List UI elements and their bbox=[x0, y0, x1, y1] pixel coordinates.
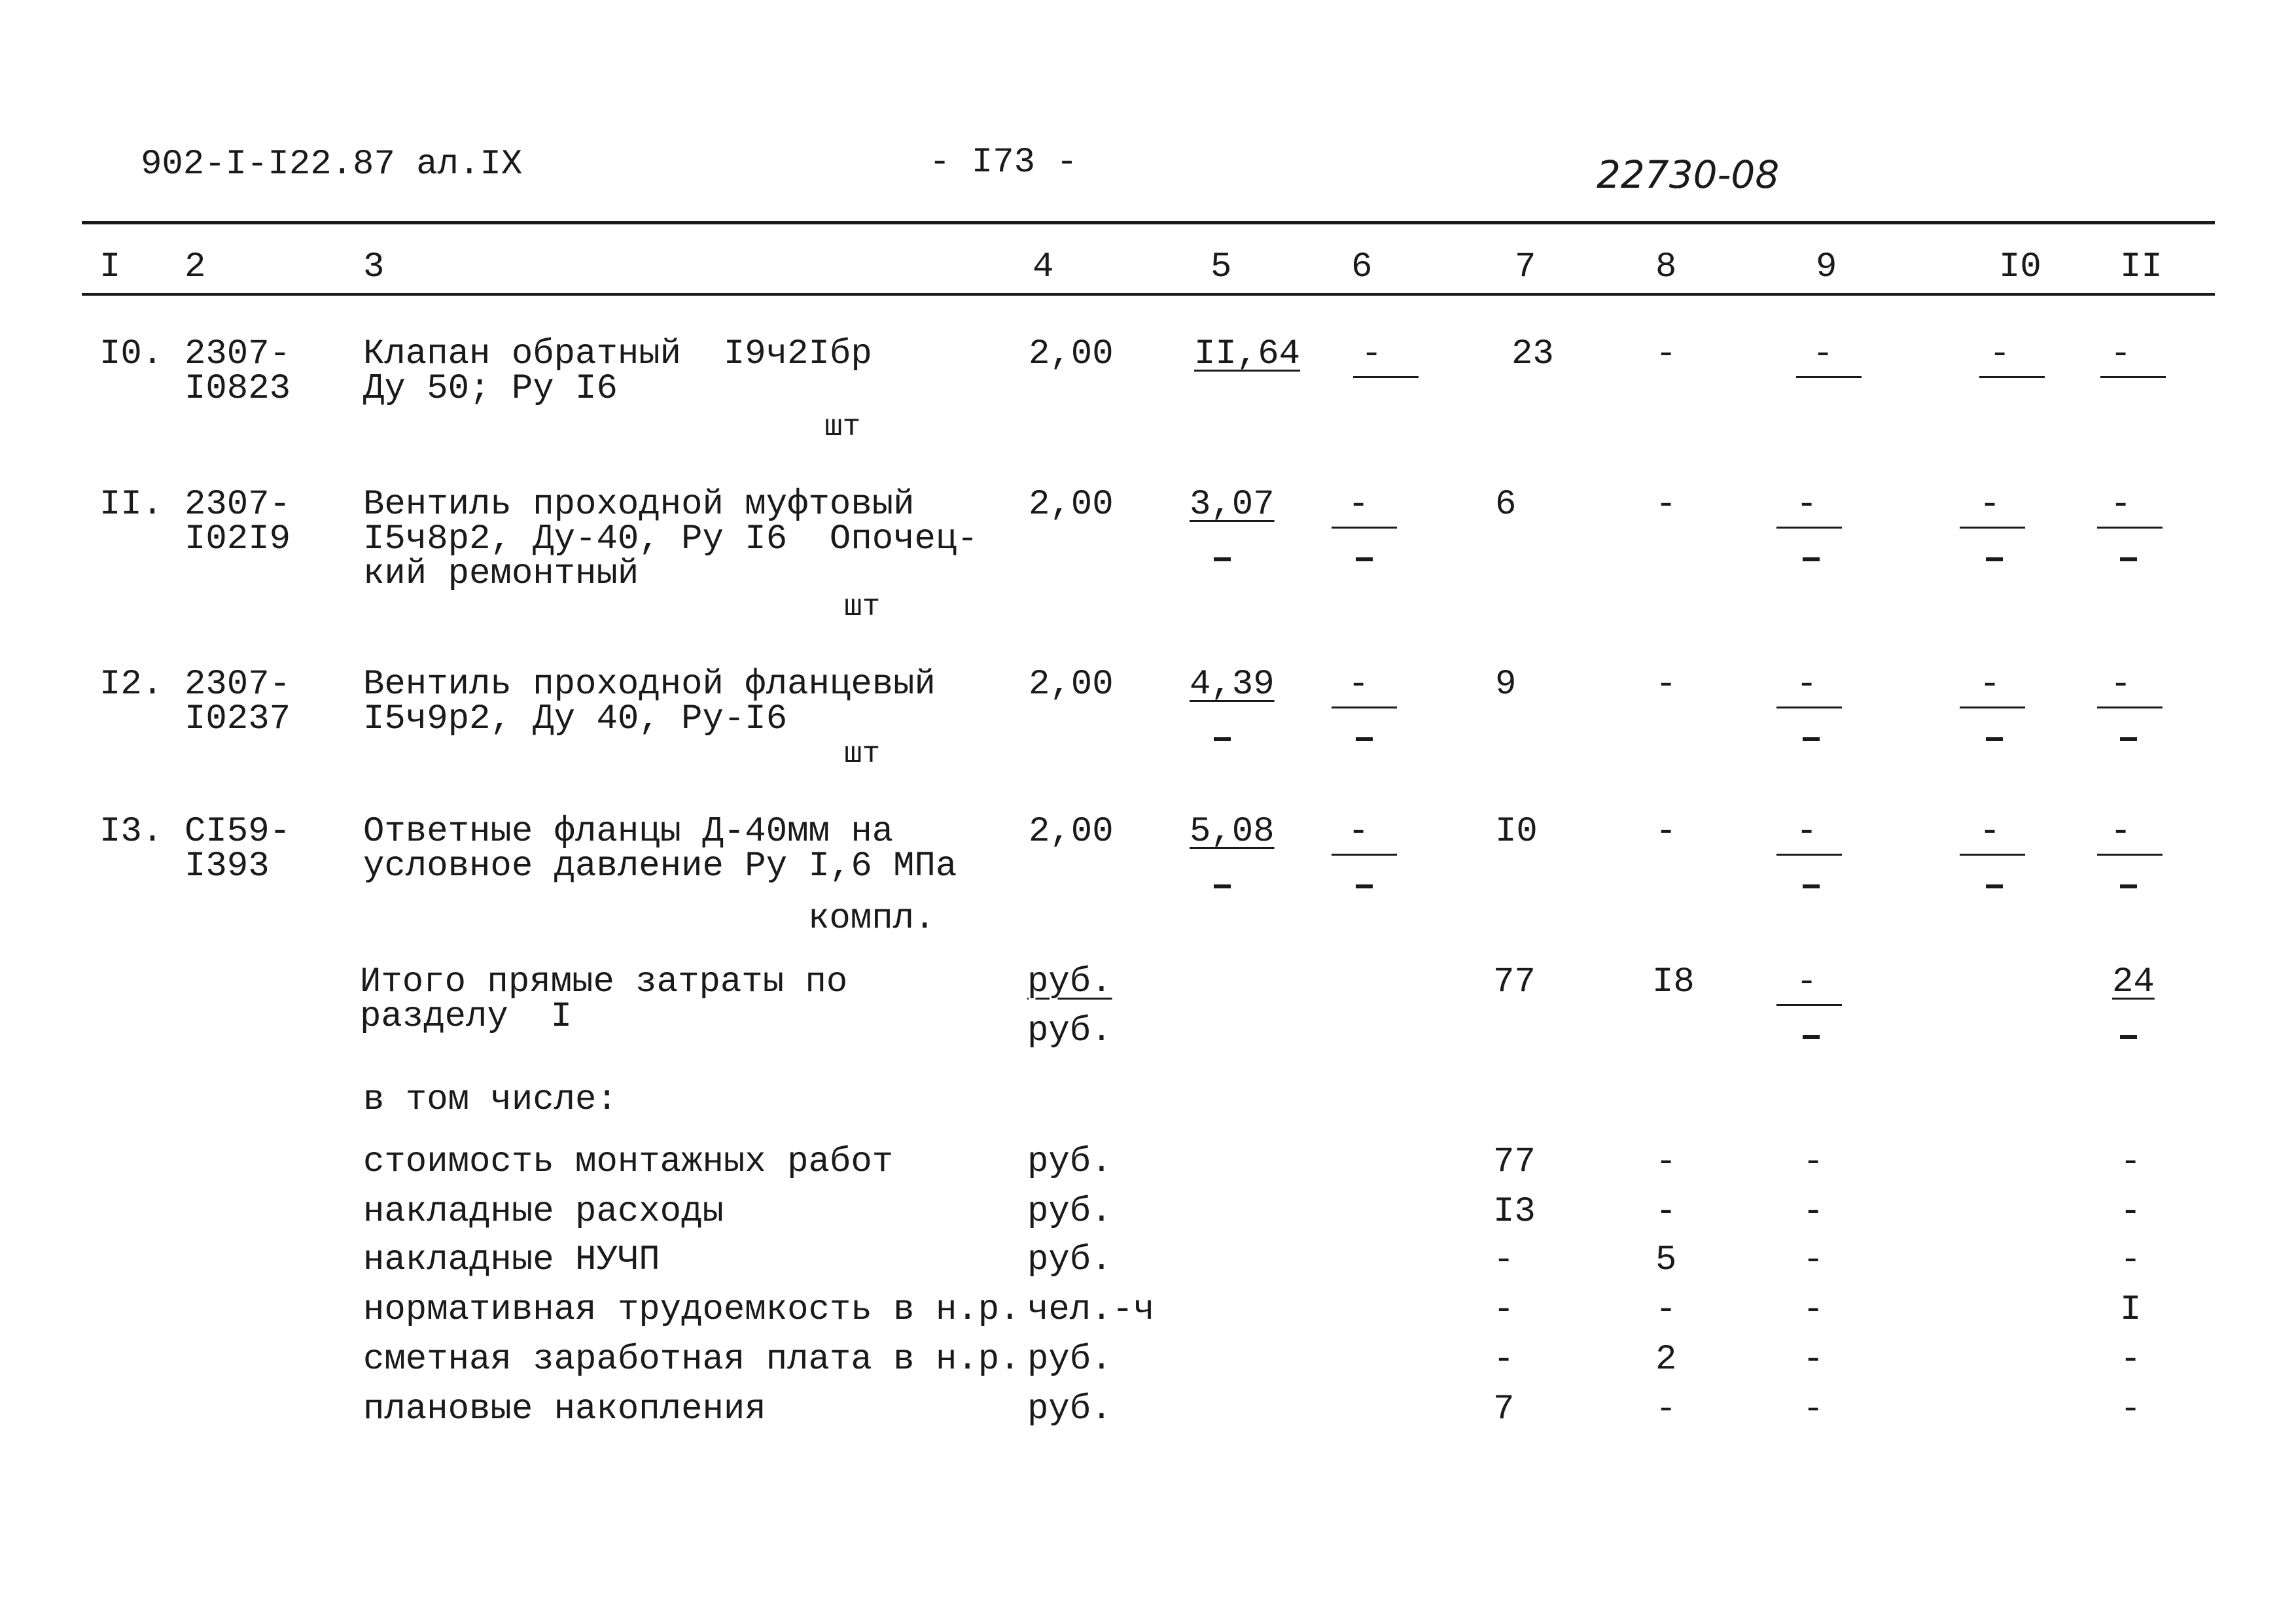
breakdown-cell-8: - bbox=[1655, 1290, 1677, 1330]
cell-8: - bbox=[1655, 485, 1677, 525]
total-unit: руб. bbox=[1027, 1011, 1112, 1051]
cell-9: - bbox=[1796, 665, 1818, 705]
dash-mark bbox=[1356, 737, 1373, 741]
item-description: Клапан обратный I9ч2Iбр bbox=[363, 334, 872, 374]
breakdown-label: нормативная трудоемкость в н.р. bbox=[363, 1290, 1021, 1330]
top-rule bbox=[82, 221, 2215, 224]
column-header: II bbox=[2120, 247, 2163, 287]
dash-mark bbox=[1803, 884, 1820, 888]
breakdown-label: стоимость монтажных работ bbox=[363, 1142, 894, 1182]
underline bbox=[1960, 527, 2025, 529]
including-label: в том числе: bbox=[363, 1080, 618, 1120]
underline bbox=[1353, 376, 1419, 378]
dash-mark bbox=[1214, 737, 1231, 741]
breakdown-cell-8: - bbox=[1655, 1142, 1677, 1182]
breakdown-label: накладные НУЧП bbox=[363, 1240, 660, 1280]
unit-cost: II,64 bbox=[1194, 334, 1301, 374]
cell-9: - bbox=[1796, 485, 1818, 525]
dash-mark bbox=[1803, 737, 1820, 741]
breakdown-cell-9: - bbox=[1803, 1290, 1824, 1330]
cell-9: - bbox=[1796, 812, 1818, 852]
total-label: Итого прямые затраты по bbox=[360, 962, 848, 1002]
underline bbox=[2097, 707, 2163, 708]
column-header: 5 bbox=[1210, 247, 1232, 287]
column-header: 6 bbox=[1351, 247, 1373, 287]
item-description: кий ремонтный bbox=[363, 554, 639, 594]
total-cell-9: - bbox=[1796, 962, 1818, 1002]
column-header: 2 bbox=[185, 247, 206, 287]
breakdown-unit: руб. bbox=[1027, 1340, 1112, 1380]
cell-6: - bbox=[1348, 485, 1369, 525]
dash-mark bbox=[1986, 884, 2003, 888]
column-header: I bbox=[99, 247, 121, 287]
dash-mark bbox=[2120, 557, 2137, 561]
breakdown-label: сметная заработная плата в н.р. bbox=[363, 1340, 1021, 1380]
dash-mark bbox=[1214, 884, 1231, 888]
dash-mark bbox=[2120, 884, 2137, 888]
breakdown-cell-8: 2 bbox=[1655, 1340, 1677, 1380]
cell-8: - bbox=[1655, 665, 1677, 705]
column-header: 7 bbox=[1515, 247, 1536, 287]
unit-label: шт bbox=[824, 410, 861, 444]
underline bbox=[1960, 707, 2025, 708]
item-description: Ответные фланцы Д-40мм на bbox=[363, 812, 894, 852]
total-cost: 9 bbox=[1495, 665, 1517, 705]
breakdown-cell-7: - bbox=[1493, 1290, 1515, 1330]
underline bbox=[1979, 376, 2045, 378]
underline bbox=[1332, 854, 1397, 856]
breakdown-label: плановые накопления bbox=[363, 1389, 766, 1429]
unit-label: шт bbox=[844, 737, 881, 771]
underline bbox=[2100, 376, 2166, 378]
breakdown-unit: чел.-ч bbox=[1027, 1290, 1155, 1330]
cell-10: - bbox=[1979, 665, 2001, 705]
cell-8: - bbox=[1655, 812, 1677, 852]
price-code: I393 bbox=[185, 846, 270, 886]
breakdown-unit: руб. bbox=[1027, 1240, 1112, 1280]
dash-mark bbox=[1986, 737, 2003, 741]
breakdown-cell-9: - bbox=[1803, 1340, 1824, 1380]
cell-11: - bbox=[2110, 334, 2132, 374]
item-description: Вентиль проходной муфтовый bbox=[363, 485, 915, 525]
dash-mark bbox=[2120, 737, 2137, 741]
underline bbox=[1776, 527, 1842, 529]
price-code: 2307- bbox=[185, 665, 291, 705]
breakdown-unit: руб. bbox=[1027, 1192, 1112, 1232]
column-header: 8 bbox=[1655, 247, 1677, 287]
cell-8: - bbox=[1655, 334, 1677, 374]
breakdown-cell-9: - bbox=[1803, 1240, 1824, 1280]
underline bbox=[1332, 527, 1397, 529]
column-header: 4 bbox=[1033, 247, 1054, 287]
underline bbox=[2097, 854, 2163, 856]
cell-9: - bbox=[1812, 334, 1834, 374]
underline bbox=[2097, 527, 2163, 529]
cell-10: - bbox=[1979, 812, 2001, 852]
row-number: I0. bbox=[99, 334, 164, 374]
breakdown-cell-11: - bbox=[2120, 1142, 2142, 1182]
unit-label: шт bbox=[844, 590, 881, 624]
item-description: условное давление Ру I,6 МПа bbox=[363, 846, 957, 886]
header-rule bbox=[82, 293, 2215, 296]
row-number: I2. bbox=[99, 665, 164, 705]
underline bbox=[1332, 707, 1397, 708]
underline bbox=[1776, 707, 1842, 708]
breakdown-cell-11: - bbox=[2120, 1240, 2142, 1280]
unit-cost: 3,07 bbox=[1190, 485, 1275, 525]
breakdown-label: накладные расходы bbox=[363, 1192, 724, 1232]
price-code: I02I9 bbox=[185, 519, 291, 559]
cell-10: - bbox=[1989, 334, 2011, 374]
column-header: 9 bbox=[1816, 247, 1837, 287]
price-code: I0823 bbox=[185, 369, 291, 409]
cell-11: - bbox=[2110, 485, 2132, 525]
total-cell-7: 77 bbox=[1493, 962, 1536, 1002]
breakdown-cell-7: - bbox=[1493, 1340, 1515, 1380]
total-cost: I0 bbox=[1495, 812, 1538, 852]
breakdown-cell-11: - bbox=[2120, 1389, 2142, 1429]
stamp-number: 22730-08 bbox=[1597, 152, 1780, 197]
cell-6: - bbox=[1348, 812, 1369, 852]
total-cell-11: 24 bbox=[2112, 962, 2155, 1002]
breakdown-cell-9: - bbox=[1803, 1389, 1824, 1429]
price-code: СI59- bbox=[185, 812, 291, 852]
breakdown-cell-8: - bbox=[1655, 1389, 1677, 1429]
dash-mark bbox=[2120, 1035, 2137, 1039]
dash-mark bbox=[1803, 557, 1820, 561]
breakdown-cell-8: 5 bbox=[1655, 1240, 1677, 1280]
cell-6: - bbox=[1348, 665, 1369, 705]
underline bbox=[1960, 854, 2025, 856]
total-label: разделу I bbox=[360, 997, 573, 1037]
column-header: 3 bbox=[363, 247, 385, 287]
breakdown-cell-7: I3 bbox=[1493, 1192, 1536, 1232]
cell-11: - bbox=[2110, 665, 2132, 705]
item-description: Вентиль проходной фланцевый bbox=[363, 665, 936, 705]
breakdown-cell-7: - bbox=[1493, 1240, 1515, 1280]
cell-11: - bbox=[2110, 812, 2132, 852]
total-cost: 23 bbox=[1511, 334, 1554, 374]
unit-cost: 5,08 bbox=[1190, 812, 1275, 852]
price-code: I0237 bbox=[185, 699, 291, 739]
quantity: 2,00 bbox=[1029, 812, 1114, 852]
column-header: I0 bbox=[1999, 247, 2041, 287]
breakdown-unit: руб. bbox=[1027, 1389, 1112, 1429]
unit-cost: 4,39 bbox=[1190, 665, 1275, 705]
breakdown-cell-7: 77 bbox=[1493, 1142, 1536, 1182]
total-cost: 6 bbox=[1495, 485, 1517, 525]
breakdown-cell-9: - bbox=[1803, 1192, 1824, 1232]
underline bbox=[1776, 1004, 1842, 1006]
dash-mark bbox=[1356, 884, 1373, 888]
dash-mark bbox=[1986, 557, 2003, 561]
price-code: 2307- bbox=[185, 334, 291, 374]
item-description: I5ч9р2, Ду 40, Ру-I6 bbox=[363, 699, 788, 739]
dash-mark bbox=[1214, 557, 1231, 561]
breakdown-cell-11: - bbox=[2120, 1340, 2142, 1380]
breakdown-cell-8: - bbox=[1655, 1192, 1677, 1232]
cell-10: - bbox=[1979, 485, 2001, 525]
underline bbox=[1796, 376, 1862, 378]
page-number: - I73 - bbox=[929, 143, 1078, 183]
breakdown-cell-11: I bbox=[2120, 1290, 2142, 1330]
underline bbox=[1776, 854, 1842, 856]
dash-mark bbox=[1356, 557, 1373, 561]
quantity: 2,00 bbox=[1029, 485, 1114, 525]
breakdown-unit: руб. bbox=[1027, 1142, 1112, 1182]
total-unit: руб. bbox=[1027, 962, 1112, 1002]
breakdown-cell-7: 7 bbox=[1493, 1389, 1515, 1429]
row-number: II. bbox=[99, 485, 164, 525]
quantity: 2,00 bbox=[1029, 665, 1114, 705]
document-code: 902-I-I22.87 ал.IX bbox=[141, 145, 523, 184]
price-code: 2307- bbox=[185, 485, 291, 525]
item-description: Ду 50; Ру I6 bbox=[363, 369, 618, 409]
row-number: I3. bbox=[99, 812, 164, 852]
item-description: I5ч8р2, Ду-40, Ру I6 Опочец- bbox=[363, 519, 978, 559]
unit-label: компл. bbox=[808, 899, 936, 939]
breakdown-cell-9: - bbox=[1803, 1142, 1824, 1182]
breakdown-cell-11: - bbox=[2120, 1192, 2142, 1232]
cell-6: - bbox=[1361, 334, 1383, 374]
total-cell-8: I8 bbox=[1652, 962, 1695, 1002]
quantity: 2,00 bbox=[1029, 334, 1114, 374]
dash-mark bbox=[1803, 1035, 1820, 1039]
